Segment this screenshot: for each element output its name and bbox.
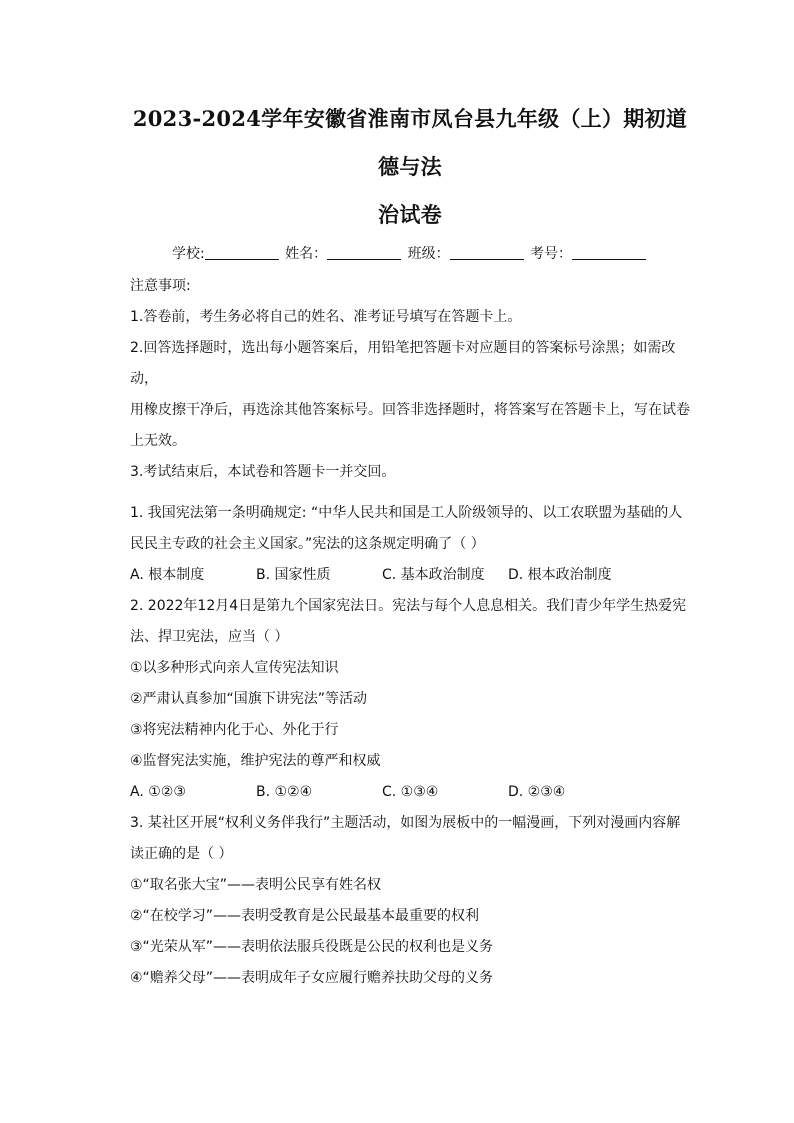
statement-item: ④监督宪法实施，维护宪法的尊严和权威 xyxy=(130,753,381,769)
name-label: 姓名： xyxy=(285,246,328,262)
title-line-1: 2023-2024学年安徽省淮南市凤台县九年级（上）期初道德与法 xyxy=(132,106,688,179)
option-a[interactable]: A. 根本制度 xyxy=(130,567,205,583)
option-a[interactable]: A. ①②③ xyxy=(130,784,186,800)
question-text: 读正确的是（ ） xyxy=(130,846,233,862)
school-label: 学校: xyxy=(171,246,205,262)
notes-section xyxy=(130,271,690,488)
question-2 xyxy=(130,591,690,808)
note-line: 用橡皮擦干净后，再选涂其他答案标号。回答非选择题时，将答案写在答题卡上，写在试卷 xyxy=(130,402,690,418)
option-c[interactable]: C. ①③④ xyxy=(382,784,439,800)
option-b[interactable]: B. 国家性质 xyxy=(256,567,331,583)
option-b[interactable]: B. ①②④ xyxy=(256,784,313,800)
title-line-2: 治试卷 xyxy=(378,202,442,227)
statement-item: ①以多种形式向亲人宣传宪法知识 xyxy=(130,660,339,676)
option-d[interactable]: D. 根本政治制度 xyxy=(508,567,612,583)
note-line: 2.回答选择题时，选出每小题答案后，用铅笔把答题卡对应题目的答案标号涂黑；如需改动， xyxy=(130,340,676,387)
name-blank[interactable] xyxy=(327,245,401,260)
options-row xyxy=(130,777,690,808)
exam-no-blank[interactable] xyxy=(572,245,646,260)
notes-heading: 注意事项: xyxy=(130,278,191,294)
statement-item: ②严肃认真参加“国旗下讲宪法”等活动 xyxy=(130,691,368,707)
question-text: 1. 我国宪法第一条明确规定: “中华人民共和国是工人阶级领导的、以工农联盟为基础的人 xyxy=(130,505,683,521)
question-text: 3. 某社区开展“权利义务伴我行”主题活动，如图为展板中的一幅漫画，下列对漫画内容解 xyxy=(130,815,681,831)
question-text: 法、捍卫宪法，应当（ ） xyxy=(130,629,289,645)
question-3 xyxy=(130,808,690,994)
note-line: 3.考试结束后，本试卷和答题卡一并交回。 xyxy=(130,464,396,480)
class-blank[interactable] xyxy=(450,245,524,260)
statement-item: ①“取名张大宝”——表明公民享有姓名权 xyxy=(130,877,382,893)
options-row xyxy=(130,560,690,591)
school-blank[interactable] xyxy=(205,245,279,260)
question-1 xyxy=(130,498,690,591)
class-label: 班级： xyxy=(407,246,450,262)
note-line: 上无效。 xyxy=(130,433,186,449)
statement-item: ④“赡养父母”——表明成年子女应履行赡养扶助父母的义务 xyxy=(130,970,494,986)
statement-item: ③“光荣从军”——表明依法服兵役既是公民的权利也是义务 xyxy=(130,939,494,955)
statement-item: ③将宪法精神内化于心、外化于行 xyxy=(130,722,339,738)
question-text: 2. 2022年12月4日是第九个国家宪法日。宪法与每个人息息相关。我们青少年学生热爱宪 xyxy=(130,598,687,614)
exam-no-label: 考号： xyxy=(530,246,573,262)
note-line: 1.答卷前，考生务必将自己的姓名、准考证号填写在答题卡上。 xyxy=(130,309,522,325)
student-info-row xyxy=(130,243,690,265)
option-d[interactable]: D. ②③④ xyxy=(508,784,566,800)
question-text: 民民主专政的社会主义国家。”宪法的这条规定明确了（ ） xyxy=(130,536,485,552)
option-c[interactable]: C. 基本政治制度 xyxy=(382,567,485,583)
page-title xyxy=(130,0,690,239)
statement-item: ②“在校学习”——表明受教育是公民最基本最重要的权利 xyxy=(130,908,480,924)
